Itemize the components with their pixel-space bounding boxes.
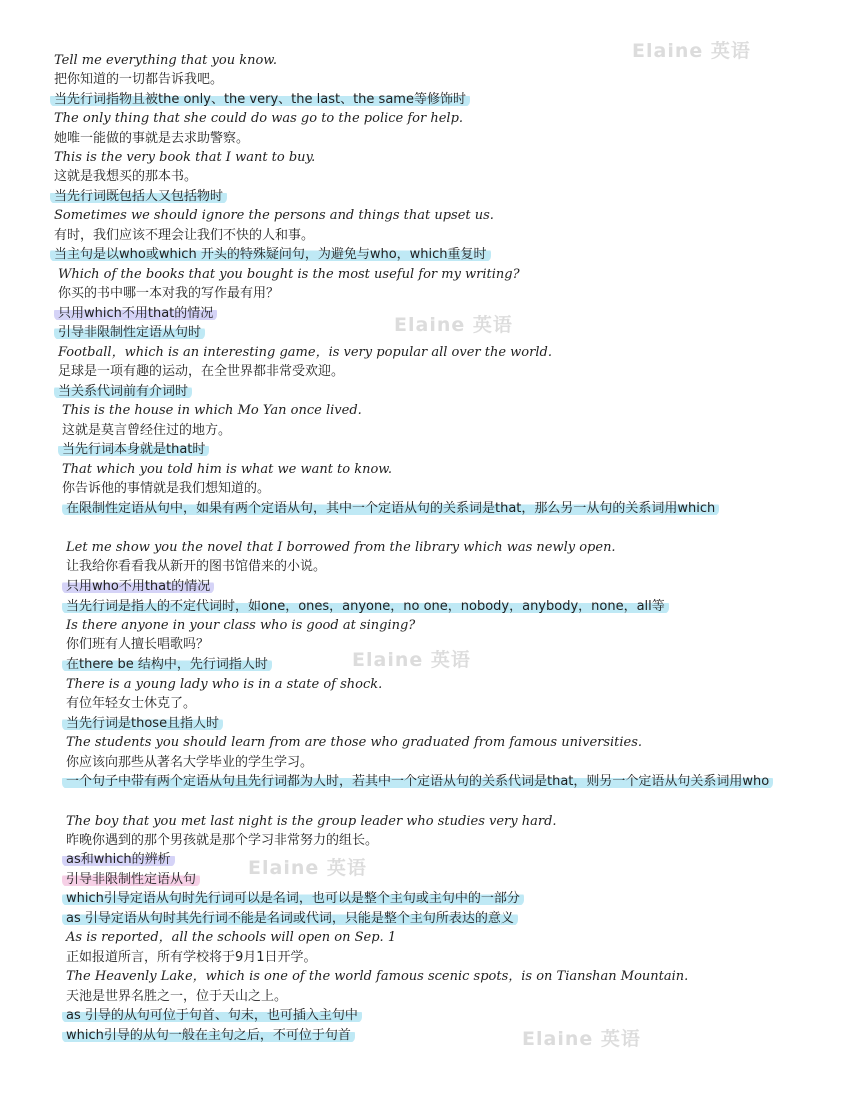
note-heading bbox=[66, 1007, 362, 1025]
note-heading bbox=[66, 1027, 355, 1045]
line-text: 有时，我们应该不理会让我们不快的人和事。 bbox=[54, 228, 315, 243]
chinese-translation bbox=[54, 227, 314, 245]
line-text: There is a young lady who is in a state of shock. bbox=[66, 677, 383, 692]
line-text: 在限制性定语从句中，如果有两个定语从句，其中一个定语从句的关系词是that，那么另一从句的关系词用which bbox=[62, 501, 719, 516]
note-heading bbox=[66, 890, 524, 908]
line-text: 当先行词是指人的不定代词时，如one，ones，anyone，no one，nobody，anybody，none，all等 bbox=[62, 599, 669, 614]
watermark: Elaine 英语 bbox=[394, 314, 513, 336]
line-text: 你买的书中哪一本对我的写作最有用？ bbox=[58, 286, 280, 301]
line-text: Sometimes we should ignore the persons and things that upset us. bbox=[54, 208, 494, 223]
example-sentence bbox=[66, 968, 688, 986]
example-sentence bbox=[66, 929, 396, 947]
watermark: Elaine 英语 bbox=[632, 40, 751, 62]
example-sentence bbox=[58, 266, 520, 284]
line-text: Is there anyone in your class who is good at singing? bbox=[66, 618, 416, 633]
note-heading bbox=[58, 324, 205, 342]
line-text: The only thing that she could do was go to the police for help. bbox=[54, 111, 464, 126]
line-text: That which you told him is what we want to know. bbox=[62, 462, 393, 477]
note-heading bbox=[66, 871, 200, 889]
line-text: 在there be 结构中，先行词指人时 bbox=[62, 657, 272, 672]
line-text: This is the very book that I want to buy. bbox=[54, 150, 316, 165]
watermark: Elaine 英语 bbox=[352, 649, 471, 671]
line-text: 当先行词本身就是that时 bbox=[58, 442, 209, 457]
line-text: 她唯一能做的事就是去求助警察。 bbox=[54, 131, 250, 146]
line-text: 让我给你看看我从新开的图书馆借来的小说。 bbox=[66, 559, 327, 574]
note-heading bbox=[66, 910, 518, 928]
line-text: The students you should learn from are those who graduated from famous universities. bbox=[66, 735, 643, 750]
note-heading bbox=[66, 656, 272, 674]
line-text: Tell me everything that you know. bbox=[54, 53, 277, 68]
line-text: 只用which不用that的情况 bbox=[54, 306, 217, 321]
chinese-translation bbox=[66, 695, 196, 713]
line-text: 天池是世界名胜之一，位于天山之上。 bbox=[66, 989, 288, 1004]
example-sentence bbox=[54, 52, 277, 70]
line-text: 引导非限制性定语从句 bbox=[62, 872, 200, 887]
chinese-translation bbox=[58, 285, 279, 303]
chinese-translation bbox=[58, 363, 344, 381]
example-sentence bbox=[54, 110, 463, 128]
line-text: The Heavenly Lake，which is one of the world famous scenic spots，is on Tianshan Mountain. bbox=[66, 969, 689, 984]
line-text: as 引导定语从句时其先行词不能是名词或代词，只能是整个主句所表达的意义 bbox=[62, 911, 518, 926]
line-text: 当先行词是those且指人时 bbox=[62, 716, 223, 731]
line-text: As is reported，all the schools will open on Sep. 1 bbox=[66, 930, 397, 945]
example-sentence bbox=[54, 207, 494, 225]
line-text: 足球是一项有趣的运动，在全世界都非常受欢迎。 bbox=[58, 364, 345, 379]
note-heading bbox=[58, 383, 192, 401]
line-text: 昨晚你遇到的那个男孩就是那个学习非常努力的组长。 bbox=[66, 833, 379, 848]
chinese-translation bbox=[66, 636, 209, 654]
example-sentence bbox=[62, 402, 362, 420]
line-text: 你应该向那些从著名大学毕业的学生学习。 bbox=[66, 755, 314, 770]
chinese-translation bbox=[54, 71, 223, 89]
line-text: 有位年轻女士休克了。 bbox=[66, 696, 197, 711]
line-text: which引导定语从句时先行词可以是名词，也可以是整个主句或主句中的一部分 bbox=[62, 891, 524, 906]
line-text: The boy that you met last night is the group leader who studies very hard. bbox=[66, 814, 557, 829]
note-heading bbox=[54, 91, 470, 109]
line-text: This is the house in which Mo Yan once lived. bbox=[62, 403, 362, 418]
example-sentence bbox=[66, 617, 415, 635]
chinese-translation bbox=[66, 949, 317, 967]
chinese-translation bbox=[62, 480, 270, 498]
note-heading bbox=[62, 441, 209, 459]
watermark: Elaine 英语 bbox=[248, 857, 367, 879]
line-text: 当关系代词前有介词时 bbox=[54, 384, 192, 399]
line-text: 当先行词既包括人又包括物时 bbox=[50, 189, 227, 204]
watermark: Elaine 英语 bbox=[522, 1028, 641, 1050]
line-text: 你告诉他的事情就是我们想知道的。 bbox=[62, 481, 271, 496]
line-text: which引导的从句一般在主句之后，不可位于句首 bbox=[62, 1028, 355, 1043]
line-text: Let me show you the novel that I borrowed from the library which was newly open. bbox=[66, 540, 616, 555]
line-text: 正如报道所言，所有学校将于9月1日开学。 bbox=[66, 950, 317, 965]
line-text: 引导非限制性定语从句时 bbox=[54, 325, 205, 340]
chinese-translation bbox=[54, 130, 249, 148]
note-heading bbox=[66, 715, 223, 733]
line-text: Football，which is an interesting game，is very popular all over the world. bbox=[58, 345, 552, 360]
note-heading bbox=[54, 188, 227, 206]
note-heading bbox=[58, 305, 217, 323]
line-text: 把你知道的一切都告诉我吧。 bbox=[54, 72, 224, 87]
line-text: as 引导的从句可位于句首、句末，也可插入主句中 bbox=[62, 1008, 362, 1023]
line-text: 只用who不用that的情况 bbox=[62, 579, 214, 594]
example-sentence bbox=[66, 539, 616, 557]
note-heading bbox=[66, 851, 175, 869]
example-sentence bbox=[62, 461, 392, 479]
line-text: 当主句是以who或which 开头的特殊疑问句，为避免与who，which重复时 bbox=[50, 247, 491, 262]
chinese-translation bbox=[62, 422, 231, 440]
note-heading bbox=[54, 246, 491, 264]
line-text: 当先行词指物且被the only、the very、the last、the same等修饰时 bbox=[50, 92, 470, 107]
note-heading bbox=[66, 500, 794, 518]
line-text: 你们班有人擅长唱歌吗？ bbox=[66, 637, 210, 652]
note-heading bbox=[66, 598, 669, 616]
example-sentence bbox=[58, 344, 552, 362]
chinese-translation bbox=[66, 988, 287, 1006]
line-text: Which of the books that you bought is the most useful for my writing? bbox=[58, 267, 520, 282]
line-text: 这就是莫言曾经住过的地方。 bbox=[62, 423, 232, 438]
chinese-translation bbox=[66, 754, 313, 772]
example-sentence bbox=[66, 813, 557, 831]
line-text: as和which的辨析 bbox=[62, 852, 175, 867]
line-text: 一个句子中带有两个定语从句且先行词都为人时，若其中一个定语从句的关系代词是that，则另一个定语从句关系词用who bbox=[62, 774, 773, 789]
line-text: 这就是我想买的那本书。 bbox=[54, 169, 198, 184]
example-sentence bbox=[66, 734, 642, 752]
note-heading bbox=[66, 773, 794, 791]
example-sentence bbox=[66, 676, 382, 694]
chinese-translation bbox=[66, 558, 326, 576]
chinese-translation bbox=[66, 832, 378, 850]
chinese-translation bbox=[54, 168, 197, 186]
example-sentence bbox=[54, 149, 315, 167]
note-heading bbox=[66, 578, 214, 596]
